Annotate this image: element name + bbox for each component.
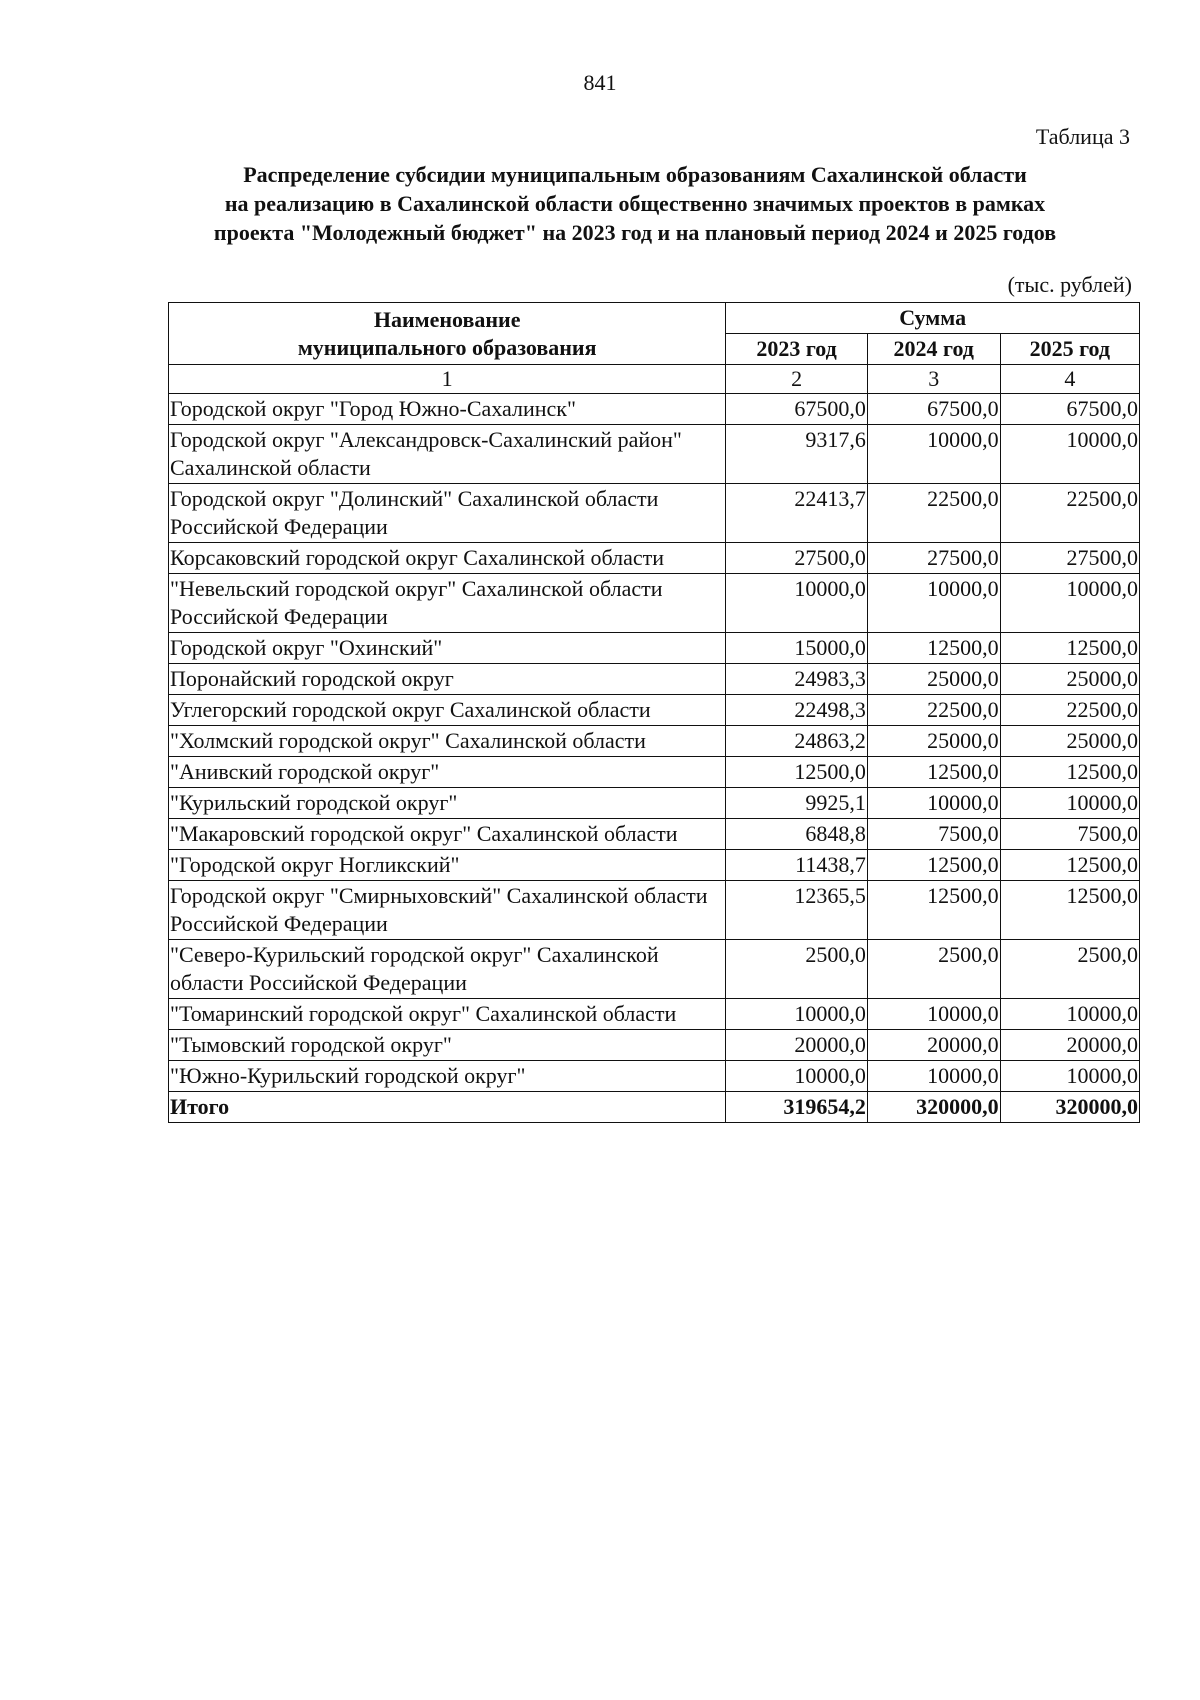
amount-cell-2025: 7500,0: [1000, 819, 1139, 850]
title-line-2: на реализацию в Сахалинской области общественно значимых проектов в рамках: [224, 191, 1046, 216]
municipality-name-cell: "Северо-Курильский городской округ" Сахалинской области Российской Федерации: [169, 940, 726, 999]
amount-cell-2023: 24983,3: [726, 664, 868, 695]
table-row: [169, 940, 1140, 999]
column-number: 1: [169, 365, 726, 394]
municipality-name-cell: "Южно-Курильский городской округ": [169, 1061, 726, 1092]
amount-cell-2025: 25000,0: [1000, 726, 1139, 757]
amount-cell-2024: 12500,0: [867, 881, 1000, 940]
amount-cell-2024: 25000,0: [867, 664, 1000, 695]
document-title: [140, 160, 1130, 247]
amount-cell-2024: 22500,0: [867, 484, 1000, 543]
total-label-cell: Итого: [169, 1092, 726, 1123]
page-number: 841: [583, 70, 617, 95]
table-row: [169, 819, 1140, 850]
column-number: 2: [726, 365, 868, 394]
table-row: [169, 1030, 1140, 1061]
municipality-name-cell: Городской округ "Смирныховский" Сахалинской области Российской Федерации: [169, 881, 726, 940]
table-row: [169, 543, 1140, 574]
municipality-name-cell: "Анивский городской округ": [169, 757, 726, 788]
amount-cell-2023: 12500,0: [726, 757, 868, 788]
column-number: 4: [1000, 365, 1139, 394]
amount-cell-2025: 20000,0: [1000, 1030, 1139, 1061]
amount-cell-2024: 10000,0: [867, 999, 1000, 1030]
table-row: [169, 726, 1140, 757]
amount-cell-2025: 2500,0: [1000, 940, 1139, 999]
year-header-2023: 2023 год: [726, 334, 868, 365]
amount-cell-2023: 11438,7: [726, 850, 868, 881]
table-row: [169, 999, 1140, 1030]
amount-cell-2025: 12500,0: [1000, 850, 1139, 881]
amount-cell-2024: 7500,0: [867, 819, 1000, 850]
municipality-name-cell: Городской округ "Охинский": [169, 633, 726, 664]
table-row: [169, 425, 1140, 484]
table-row: [169, 695, 1140, 726]
amount-cell-2024: 10000,0: [867, 425, 1000, 484]
name-header-line-1: Наименование: [373, 306, 521, 332]
municipality-name-cell: "Невельский городской округ" Сахалинской области Российской Федерации: [169, 574, 726, 633]
amount-cell-2025: 12500,0: [1000, 633, 1139, 664]
amount-cell-2025: 10000,0: [1000, 788, 1139, 819]
units-label: (тыс. рублей): [1007, 272, 1132, 297]
amount-cell-2023: 9317,6: [726, 425, 868, 484]
sum-column-header: Сумма: [726, 303, 1140, 334]
year-header-2024: 2024 год: [867, 334, 1000, 365]
amount-cell-2023: 22413,7: [726, 484, 868, 543]
amount-cell-2023: 9925,1: [726, 788, 868, 819]
amount-cell-2023: 6848,8: [726, 819, 868, 850]
amount-cell-2025: 22500,0: [1000, 484, 1139, 543]
amount-cell-2023: 2500,0: [726, 940, 868, 999]
municipality-name-cell: Корсаковский городской округ Сахалинской области: [169, 543, 726, 574]
total-amount-cell-2024: 320000,0: [867, 1092, 1000, 1123]
amount-cell-2023: 10000,0: [726, 574, 868, 633]
amount-cell-2025: 10000,0: [1000, 1061, 1139, 1092]
amount-cell-2025: 12500,0: [1000, 757, 1139, 788]
name-column-header: [169, 303, 726, 365]
amount-cell-2024: 10000,0: [867, 574, 1000, 633]
municipality-name-cell: Городской округ "Долинский" Сахалинской области Российской Федерации: [169, 484, 726, 543]
table-row: [169, 664, 1140, 695]
amount-cell-2023: 20000,0: [726, 1030, 868, 1061]
name-header-line-2: муниципального образования: [297, 334, 597, 360]
column-number: 3: [867, 365, 1000, 394]
municipality-name-cell: Городской округ "Город Южно-Сахалинск": [169, 394, 726, 425]
amount-cell-2025: 27500,0: [1000, 543, 1139, 574]
table-row: [169, 574, 1140, 633]
amount-cell-2024: 67500,0: [867, 394, 1000, 425]
table-row: [169, 881, 1140, 940]
title-line-3: проекта "Молодежный бюджет" на 2023 год и на плановый период 2024 и 2025 годов: [213, 220, 1057, 245]
header-row: [169, 303, 1140, 334]
amount-cell-2025: 67500,0: [1000, 394, 1139, 425]
amount-cell-2023: 15000,0: [726, 633, 868, 664]
table-row: [169, 788, 1140, 819]
amount-cell-2025: 10000,0: [1000, 999, 1139, 1030]
amount-cell-2024: 12500,0: [867, 850, 1000, 881]
table-label: Таблица 3: [1035, 124, 1130, 149]
table-row: [169, 757, 1140, 788]
municipality-name-cell: Городской округ "Александровск-Сахалинский район" Сахалинской области: [169, 425, 726, 484]
amount-cell-2024: 10000,0: [867, 1061, 1000, 1092]
table-row: [169, 394, 1140, 425]
municipality-name-cell: Углегорский городской округ Сахалинской области: [169, 695, 726, 726]
municipality-name-cell: "Тымовский городской округ": [169, 1030, 726, 1061]
amount-cell-2023: 24863,2: [726, 726, 868, 757]
amount-cell-2024: 10000,0: [867, 788, 1000, 819]
municipality-name-cell: "Макаровский городской округ" Сахалинской области: [169, 819, 726, 850]
amount-cell-2024: 27500,0: [867, 543, 1000, 574]
amount-cell-2025: 12500,0: [1000, 881, 1139, 940]
amount-cell-2023: 22498,3: [726, 695, 868, 726]
amount-cell-2023: 10000,0: [726, 1061, 868, 1092]
table-row: [169, 1061, 1140, 1092]
municipality-name-cell: "Томаринский городской округ" Сахалинской области: [169, 999, 726, 1030]
year-header-2025: 2025 год: [1000, 334, 1139, 365]
amount-cell-2024: 25000,0: [867, 726, 1000, 757]
amount-cell-2025: 25000,0: [1000, 664, 1139, 695]
municipality-name-cell: Поронайский городской округ: [169, 664, 726, 695]
amount-cell-2025: 10000,0: [1000, 425, 1139, 484]
title-line-1: Распределение субсидии муниципальным образованиям Сахалинской области: [243, 162, 1027, 187]
total-amount-cell-2025: 320000,0: [1000, 1092, 1139, 1123]
municipality-name-cell: "Городской округ Ногликский": [169, 850, 726, 881]
amount-cell-2023: 10000,0: [726, 999, 868, 1030]
amount-cell-2023: 12365,5: [726, 881, 868, 940]
subsidy-table: [168, 302, 1140, 1123]
table-row: [169, 484, 1140, 543]
table-row: [169, 850, 1140, 881]
amount-cell-2024: 12500,0: [867, 757, 1000, 788]
municipality-name-cell: "Холмский городской округ" Сахалинской области: [169, 726, 726, 757]
amount-cell-2023: 27500,0: [726, 543, 868, 574]
amount-cell-2024: 2500,0: [867, 940, 1000, 999]
municipality-name-cell: "Курильский городской округ": [169, 788, 726, 819]
total-amount-cell-2023: 319654,2: [726, 1092, 868, 1123]
column-number-row: [169, 365, 1140, 394]
total-row: [169, 1092, 1140, 1123]
amount-cell-2025: 10000,0: [1000, 574, 1139, 633]
amount-cell-2024: 22500,0: [867, 695, 1000, 726]
table-row: [169, 633, 1140, 664]
amount-cell-2025: 22500,0: [1000, 695, 1139, 726]
amount-cell-2024: 12500,0: [867, 633, 1000, 664]
amount-cell-2024: 20000,0: [867, 1030, 1000, 1061]
amount-cell-2023: 67500,0: [726, 394, 868, 425]
